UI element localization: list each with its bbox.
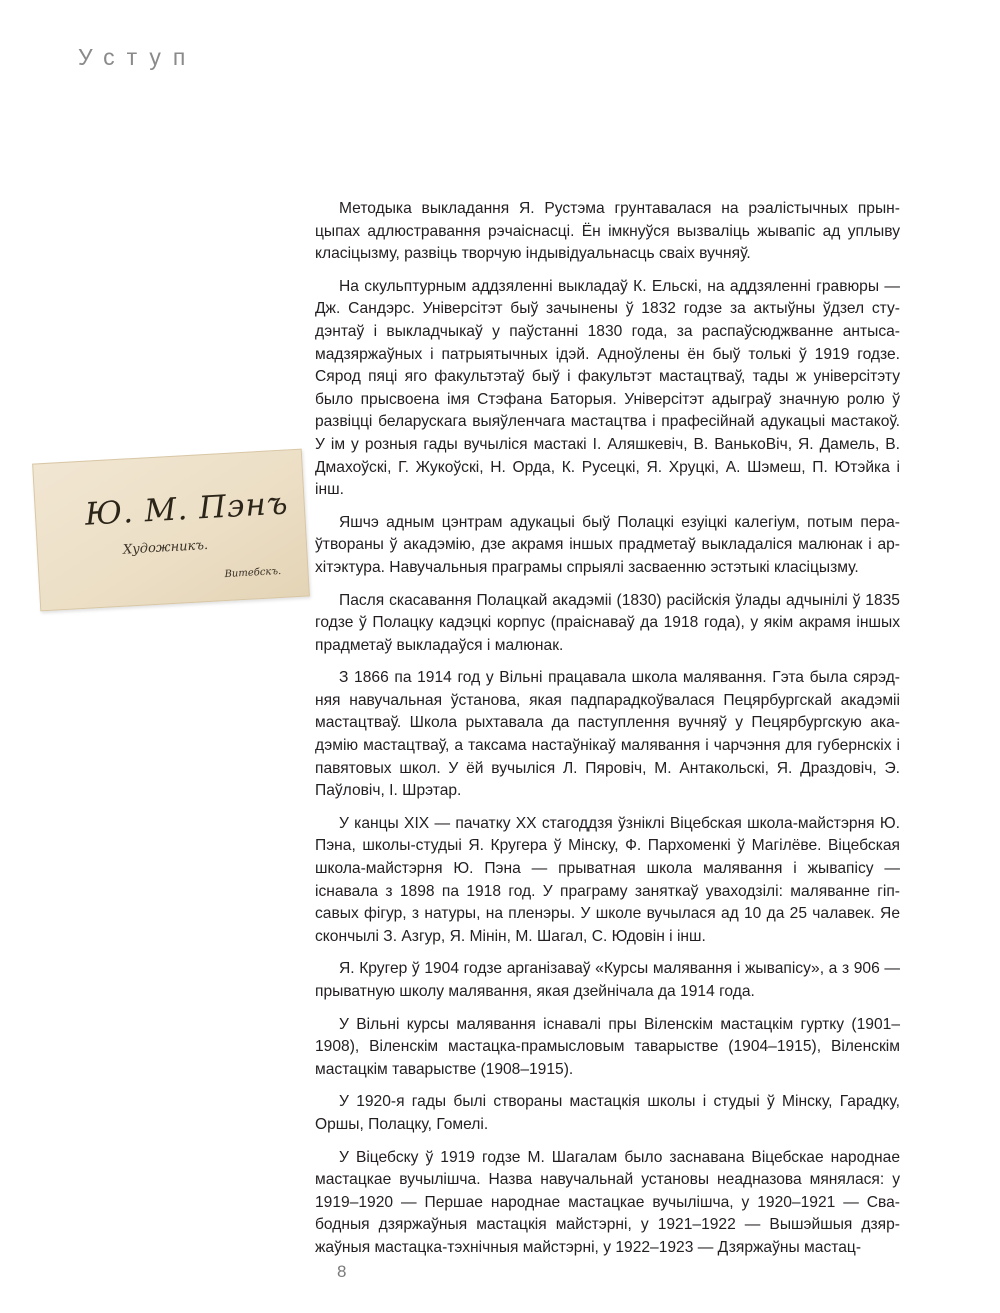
card-name: Ю. М. Пэнъ bbox=[84, 485, 290, 533]
section-title: Уступ bbox=[78, 44, 198, 70]
card-profession: Художникъ. bbox=[122, 537, 209, 558]
card-city: Витебскъ. bbox=[224, 565, 282, 581]
paragraph: Пасля скасавання Полацкай акадэміі (1830) расійскія ўлады адчынілі ў 1835 годзе ў Полацку кадэцкі корпус (праіснаваў да 1918 года), у якім акрамя іншых прадметаў выкладаўся і малюнак. bbox=[315, 591, 900, 654]
business-card-image bbox=[32, 449, 310, 612]
paragraph: У канцы ХІХ — пачатку ХХ стагоддзя ўзніклі Віцебская школа-майстэрня Ю. Пэна, школы-студыі Я. Кругера ў Мінску, Ф. Пархоменкі ў Магілёве. Віцебская школа-майстэрня Ю. Пэна — прыватная школа малявання і жывапісу — існавала з 1898 па 1918 год. У праграму заняткаў уваходзілі: маляванне гіпсавых фігур, з натуры, на пленэры. У школе вучылася ад 10 да 25 чалавек. Яе скончылі З. Азгур, Я. Мінін, М. Шагал, С. Юдовін і інш. bbox=[315, 814, 900, 945]
paragraph: Яшчэ адным цэнтрам адукацыі быў Полацкі езуіцкі калегіум, потым пераўтвораны ў акадэмію, дзе акрамя іншых прадметаў выкладаліся малюнак і архітэктура. Навучальныя праграмы спрыялі засваенню эстэтыкі класіцызму. bbox=[315, 513, 900, 576]
paragraph: У Віцебску ў 1919 годзе М. Шагалам было заснавана Віцебскае народнае мастацкае вучылішча. Назва навучальнай установы неадназова мянялася: у 1919–1920 — Першае народнае мастацкае вучылішча, у 1920–1921 — Свабодныя дзяржаўныя мастацкія майстэрні, у 1921–1922 — Вышэйшыя дзяржаўныя мастацка-тэхнічныя майстэрні, у 1922–1923 — Дзяржаўны мастац- bbox=[315, 1148, 900, 1256]
paragraph: Я. Кругер ў 1904 годзе арганізаваў «Курсы малявання і жывапісу», а з 906 — прыватную школу малявання, якая дзейнічала да 1914 года. bbox=[315, 960, 900, 1000]
paragraph: На скульптурным аддзяленні выкладаў К. Ельскі, на аддзяленні гравюры — Дж. Сандэрс. Універсітэт быў зачынены ў 1832 годзе за актыўны ўдзел студэнтаў і выкладчыкаў у паўстанні 1830 года, за распаўсюджванне антысамадзяржаўных і патрыятычных ідэй. Адноўлены ён быў толькі ў 1919 годзе. Сярод пяці яго факультэтаў быў і факультэт мастацтваў, тады ж універсітэту было прысвоена імя Стэфана Баторыя. Універсітэт адыграў значную ролю ў развіцці беларускага выяўленчага мастацтва і прафесійнай адукацыі мастакоў. У ім у розныя гады вучыліся мастакі І. Аляшкевіч, В. ВанькоВіч, Я. Дамель, В. Дмахоўскі, Г. Жукоўскі, Н. Орда, К. Русецкі, Я. Хруцкі, А. Шэмеш, П. Ютэйка і інш. bbox=[315, 277, 900, 499]
paragraph: У Вільні курсы малявання існавалі пры Віленскім мастацкім гуртку (1901–1908), Віленскім мастацка-прамысловым таварыстве (1904–1915), Віленскім мастацкім таварыстве (1908–1915). bbox=[315, 1015, 900, 1078]
page-number: 8 bbox=[337, 1262, 347, 1281]
paragraph: У 1920-я гады былі створаны мастацкія школы і студыі ў Мінску, Гарадку, Оршы, Полацку, Гомелі. bbox=[315, 1093, 900, 1133]
card-paper-texture bbox=[32, 449, 310, 612]
body-text bbox=[315, 198, 900, 1270]
paragraph: З 1866 па 1914 год у Вільні працавала школа малявання. Гэта была сярэдняя навучальная ўстанова, якая падпарадкоўвалася Пецярбургскай акадэміі мастацтваў. Школа рыхтавала да паступлення вучняў у Пецярбургскую акадэмію мастацтваў, а таксама настаўнікаў малявання і чарчэння для губернскіх і павятовых школ. У ёй вучыліся Л. Пяровіч, М. Антакольскі, Я. Драздовіч, Э. Паўловіч, І. Шрэтар. bbox=[315, 669, 900, 800]
paragraph: Методыка выкладання Я. Рустэма грунтавалася на рэалістычных прынцыпах адлюстравання рэчаіснасці. Ён імкнуўся вызваліць жывапіс ад уплыву класіцызму, развіць творчую індывідуальнасць сваіх вучняў. bbox=[315, 200, 900, 263]
